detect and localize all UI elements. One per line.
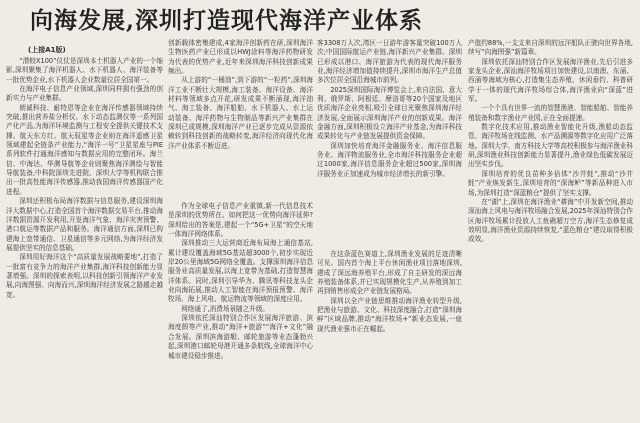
paragraph: 网络通了,消费场景随之升级。: [181, 304, 270, 313]
paragraph: 深圳依托深汕特别合作区发展海洋旅游、滨海度假等产业,推动“海洋+旅游”“海洋+文化”融合发展。深圳滨海游艇、邮轮旅游等业态蓬勃兴起,深圳港口邮轮母港开通多条航线,全球海洋中心城市建设稳步推进。: [168, 314, 313, 360]
paragraph: 2025深圳国际海洋博览会上,来自法国、意大利、俄罗斯、阿根廷、摩洛哥等20个国家及地区优质海洋企业亮相,吸引全球目光聚焦深圳海洋经济发展,全面展示深圳海洋产业的创新成果。海洋金融方面,深圳积极设立海洋产业基金,为海洋科技成果转化与产业链发展提供资金保障。: [317, 85, 462, 141]
paragraph: 深圳还积极布局海洋数据与信息服务,建设深圳海洋大数据中心,打造全国首个海洋数据交易平台,推动海洋数据资源开发利用,开发海洋气象、海洋灾害预警、港口航运等数据产品和服务。海洋通信方面,深圳已构建海上宽带通信、卫星通信等多元网络,为海洋经济发展提供坚实的信息基础。: [6, 197, 163, 252]
article-column-3-bottom: [317, 250, 462, 421]
article-column-1: [6, 57, 163, 423]
paragraph: 朗诚科技、耐特恩等企业在海洋传感器领域持续突破,推出营养盐分析仪、水下动态监测仪等一系列国产化产品,为海洋环境监测与工程安全提供关键技术支撑。航天东方红、航天驭星等企业则在海洋遥感卫星领域建起全链条产业能力,“海洋一号”卫星星座与PIE系列软件打通海洋感知与数据应用的完整闭环。海兰信、中海达、华测导航等企业则聚焦海洋测绘与智能导航装备,中科院深圳先进院、深圳大学等机构联合推出一批高性能海洋传感器,推动我国海洋传感器国产化进程。: [6, 103, 163, 196]
paragraph: 创新载体密集建成,4家海洋创新药在研,深圳海洋生物医药产业已形成以HWJ涂料等海洋药物研发为代表的优势产业,近年来深圳海洋科技创新成果频出。: [168, 39, 313, 76]
paragraph: 深圳依托深汕特别合作区发展海洋渔业,先后引进多家龙头企业,深汕海洋牧场项目加快建设,以南澳、东涌、西涌等海域为核心,打造集生态养殖、休闲垂钓、科普研学于一体的现代海洋牧场综合体,海洋渔业向“深蓝”进军。: [468, 57, 633, 104]
paragraph: 数字化技术应用,推动渔业智能化升级,渔船动态监管、海洋牧场在线监测、水产品溯源等数字化应用广泛落地。深圳大学、南方科技大学等高校积极参与海洋渔业科研,深圳渔业科技创新能力显著提升,渔业绿色低碳发展迈出坚实步伐。: [468, 123, 633, 169]
section-subhead-marine-services: [168, 172, 313, 200]
paragraph: “潜蛟X100”仪仗是深圳本土机器人产业的一个缩影,深圳聚集了海洋机器人、水下机器人、海洋装备等一批优势企业,水下机器人企业数量位居全国第一。: [6, 57, 163, 84]
article-column-2-top: [168, 39, 313, 171]
paragraph: 在这条蓝色赛道上,深圳渔业发展的足迹清晰可见。国内首个海上平台休闲渔业项目落地深圳,建成了深远海养殖平台,形成了自主研发的深远海养殖装备体系,并已实现规模化生产,从养殖到加工再到销售形成全产业链发展格局。: [317, 250, 462, 296]
paragraph: 深圳加快培育海洋金融服务业、海洋信息服务业、海洋物流服务业,全市海洋科技服务企业超过1000家,海洋信息服务企业超过500家,深圳海洋服务业正加速成为城市经济增长的新引擎。: [317, 141, 462, 178]
paragraph: 作为全球电子信息产业重镇,新一代信息技术是深圳的优势所在。如何把这一优势向海洋延伸?深圳给出的答案是,建起一个“5G+卫星”的空天地一体海洋网络体系。: [168, 202, 313, 239]
continuation-tag: (上接A1版): [28, 46, 66, 54]
article-column-4: [468, 39, 633, 421]
article-column-2-bottom: [168, 202, 313, 421]
section-subhead-fishery: [317, 219, 462, 247]
article-column-3-top: [317, 39, 462, 217]
paragraph: 深圳用好海洋这个“高质量发展战略要地”,打造了一批富有竞争力的海洋产业集群,海洋科技创新能力显著增强。深圳的探索表明,以科技创新引领海洋产业发展,向海图强、向海而兴,深圳海洋经济发展之路越走越宽。: [6, 253, 163, 299]
paragraph: 深圳以全产业链思维推动海洋渔业转型升级,把渔业与旅游、文化、科技深度融合,打造“深圳海鲜”区域品牌,推动“海洋牧场+”新业态发展,一座现代渔业强市正在崛起。: [317, 296, 462, 333]
paragraph: 从上游的“一桶油”,到下游的“一粒药”,深圳海洋工业不断壮大规模,海工装备、海洋设备、海洋材料等领域多点开花,研发成果不断涌现,海洋油气、海工装备、海洋船舶、水下机器人、水上运动装备、海洋药物与生物制品等新兴产业集群在深圳已成规模,深圳海洋产业已逐步完成从资源依赖转到科技创新的战略转变,海洋经济向现代化海洋产业体系不断迈进。: [168, 76, 313, 150]
paragraph: 客3308万人次,湾区一日游年游客量突破100万人次;中国国际航运产业链,海洋新兴产业集群、深圳已形成以港口、海洋旅游为代表的现代海洋服务业,海洋经济增加值持续提升,深圳市海洋生产总值多次位居全国沿海城市前列。: [317, 39, 462, 85]
paragraph: 深圳推动三大运营商近海布局海上通信基站,累计建设覆盖海域5G基站超3000个,初步实现近岸20公里海域5G网络全覆盖。支撑深圳海洋信息服务业高质量发展,以海上宽带为基础,打造智慧海洋体系。同时,深圳引导华为、腾讯等科技龙头企业向海拓展,推动人工智能在海洋预报预警、海洋牧场、海上风电、航运物流等领域的深度应用。: [168, 239, 313, 304]
page-headline: 向海发展,深圳打造现代海洋产业体系: [30, 7, 424, 34]
paragraph: 在海洋电子信息产业领域,深圳同样拥有强劲的创新实力与产业集群。: [6, 85, 163, 103]
paragraph: 在“湖”上,深圳在海洋渔业“耕海”中开发新空间,推动深汕海上风电与海洋牧场融合发展,2025年深汕特别合作区海洋牧场累计投放人工鱼礁超万空方,海洋生态修复成效明显,海洋渔业资源持续恢复,“蓝色粮仓”建设取得积极成效。: [468, 197, 633, 244]
paragraph: 产值约88%,一支支来自深圳的远洋船队正驶向世界各地,续写“向海图强”新篇章。: [468, 39, 633, 57]
paragraph: 深圳培育的优良苗种多倍体“沙井蚝”,推动“沙井蚝”产业焕发新生,深圳培育的“深海鲈”等新品种进入市场,为深圳打造“深蓝粮仓”提供了坚实支撑。: [468, 169, 633, 197]
paragraph: 一个个具有世界一流的智慧渔港、智能船舶、智能养殖装备和数字渔业产业园,正在全面提速。: [468, 104, 633, 122]
